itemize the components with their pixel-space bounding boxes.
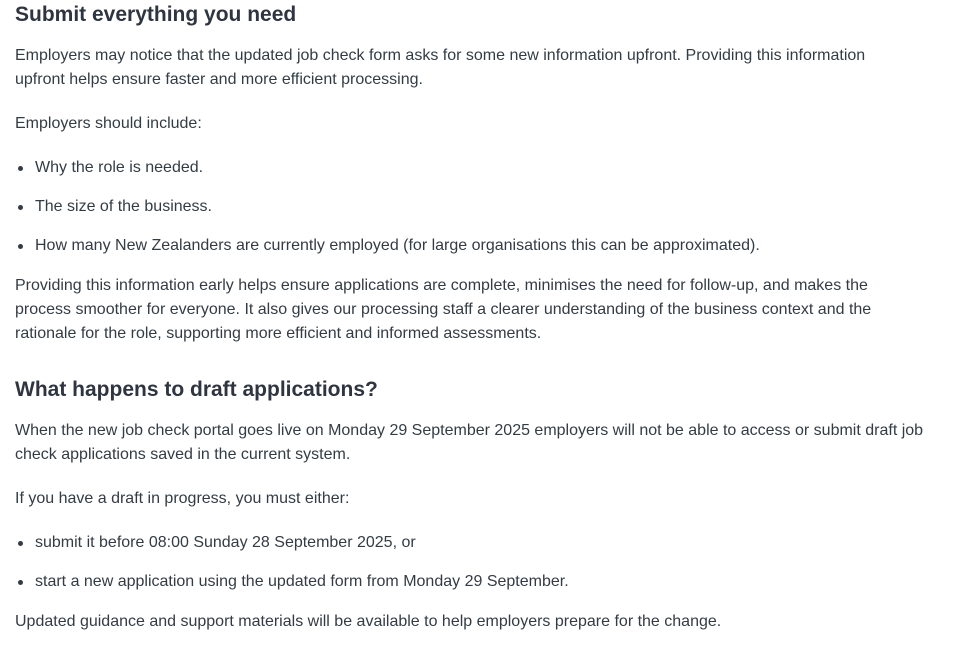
bullet-icon — [18, 166, 23, 171]
list-item-text: How many New Zealanders are currently employed (for large organisations this can be approximated). — [35, 237, 760, 254]
paragraph-guidance: Updated guidance and support materials will be available to help employers prepare for the change. — [15, 613, 722, 630]
paragraph-portal-live: When the new job check portal goes live on Monday 29 September 2025 employers will not be able to access or submit draft job check applications saved in the current system. — [15, 422, 924, 463]
paragraph-draft-lead: If you have a draft in progress, you must either: — [15, 490, 350, 507]
list-item — [15, 156, 203, 180]
list-item — [15, 570, 569, 594]
paragraph-include-lead: Employers should include: — [15, 115, 202, 132]
bullet-icon — [18, 541, 23, 546]
list-item-text: Why the role is needed. — [35, 159, 204, 176]
paragraph-intro: Employers may notice that the updated job check form asks for some new information upfront. Providing this information upfront helps ensure faster and more efficient processing. — [15, 47, 866, 88]
list-item-text: The size of the business. — [35, 198, 212, 215]
list-item — [15, 195, 212, 219]
section-heading-submit: Submit everything you need — [15, 3, 297, 26]
paragraph-outro: Providing this information early helps ensure applications are complete, minimises the need for follow-up, and makes the process smoother for everyone. It also gives our processing staff a clearer understanding of the business context and the rationale for the role, supporting more efficient and informed assessments. — [15, 277, 872, 342]
list-item-text: submit it before 08:00 Sunday 28 September 2025, or — [35, 534, 416, 551]
list-item — [15, 234, 760, 258]
bullet-icon — [18, 244, 23, 249]
bullet-icon — [18, 205, 23, 210]
bullet-icon — [18, 580, 23, 585]
section-heading-drafts: What happens to draft applications? — [15, 378, 378, 401]
list-item-text: start a new application using the updated form from Monday 29 September. — [35, 573, 569, 590]
list-item — [15, 531, 416, 555]
